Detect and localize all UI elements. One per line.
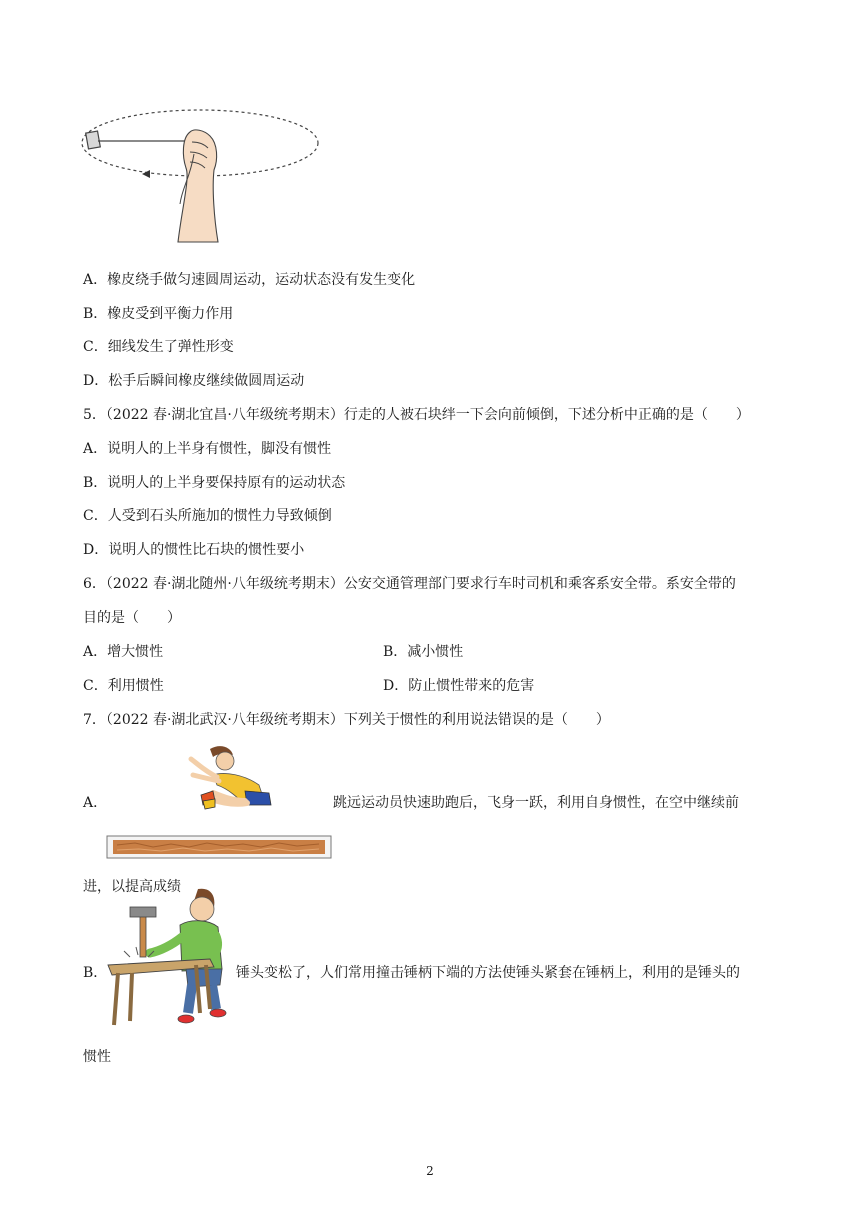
option-letter: C．	[83, 339, 108, 355]
q4-option-d	[83, 372, 304, 390]
option-letter: A．	[83, 272, 108, 288]
page-number: 2	[426, 1164, 434, 1178]
q5-option-d	[83, 541, 304, 559]
q4-option-a	[83, 271, 415, 289]
option-letter: D．	[83, 373, 109, 389]
option-text: 松手后瞬间橡皮继续做圆周运动	[108, 373, 305, 389]
q4-option-c	[83, 338, 234, 356]
q5-option-b	[83, 474, 345, 492]
q6-option-b	[383, 643, 463, 661]
option-text: 利用惯性	[107, 678, 164, 694]
option-letter: B．	[83, 306, 108, 322]
option-letter: A．	[83, 441, 108, 457]
q7-stem: 7．（2022 春·湖北武汉·八年级统考期末）下列关于惯性的利用说法错误的是（ ）	[83, 712, 610, 728]
q6-option-c	[83, 677, 164, 695]
hammer-bench-figure	[104, 885, 232, 1031]
option-letter: B．	[383, 644, 408, 660]
option-text: 橡皮受到平衡力作用	[107, 306, 234, 322]
option-text: 细线发生了弹性形变	[107, 339, 234, 355]
option-letter: C．	[83, 508, 108, 524]
option-letter: D．	[383, 678, 409, 694]
q4-option-b	[83, 305, 233, 323]
option-text: 说明人的惯性比石块的惯性要小	[108, 542, 305, 558]
option-text: 增大惯性	[107, 644, 164, 660]
q6-option-a	[83, 643, 163, 661]
option-letter: B．	[83, 475, 108, 491]
option-text: 防止惯性带来的危害	[408, 678, 535, 694]
option-text: 橡皮绕手做匀速圆周运动，运动状态没有发生变化	[107, 272, 416, 288]
q7-option-a-text-line1: 跳远运动员快速助跑后，飞身一跃，利用自身惯性，在空中继续前	[333, 795, 739, 811]
q7-option-b-text-line1: 锤头变松了，人们常用撞击锤柄下端的方法使锤头紧套在锤柄上，利用的是锤头的	[236, 965, 740, 981]
q7-option-a-text-line2: 进，以提高成绩	[83, 879, 181, 895]
eraser-circular-motion-figure	[82, 108, 322, 243]
long-jump-figure	[105, 741, 333, 863]
option-letter: A．	[83, 644, 108, 660]
q7-option-b-text-line2: 惯性	[83, 1049, 111, 1065]
q7-option-b-letter: B．	[83, 965, 108, 981]
q5-stem: 5．（2022 春·湖北宜昌·八年级统考期末）行走的人被石块绊一下会向前倾倒，下述分析中正确的是（ ）	[83, 407, 750, 423]
q6-option-d	[383, 677, 534, 695]
q7-option-a-letter: A．	[83, 795, 108, 811]
option-text: 人受到石头所施加的惯性力导致倾倒	[107, 508, 332, 524]
option-text: 减小惯性	[407, 644, 464, 660]
option-text: 说明人的上半身有惯性，脚没有惯性	[107, 441, 332, 457]
option-letter: C．	[83, 678, 108, 694]
q6-stem-line1: 6．（2022 春·湖北随州·八年级统考期末）公安交通管理部门要求行车时司机和乘客系安全带。系安全带的	[83, 576, 736, 592]
option-text: 说明人的上半身要保持原有的运动状态	[107, 475, 346, 491]
q6-stem-line2: 目的是（ ）	[83, 610, 181, 626]
q5-option-c	[83, 507, 332, 525]
option-letter: D．	[83, 542, 109, 558]
q5-option-a	[83, 440, 331, 458]
